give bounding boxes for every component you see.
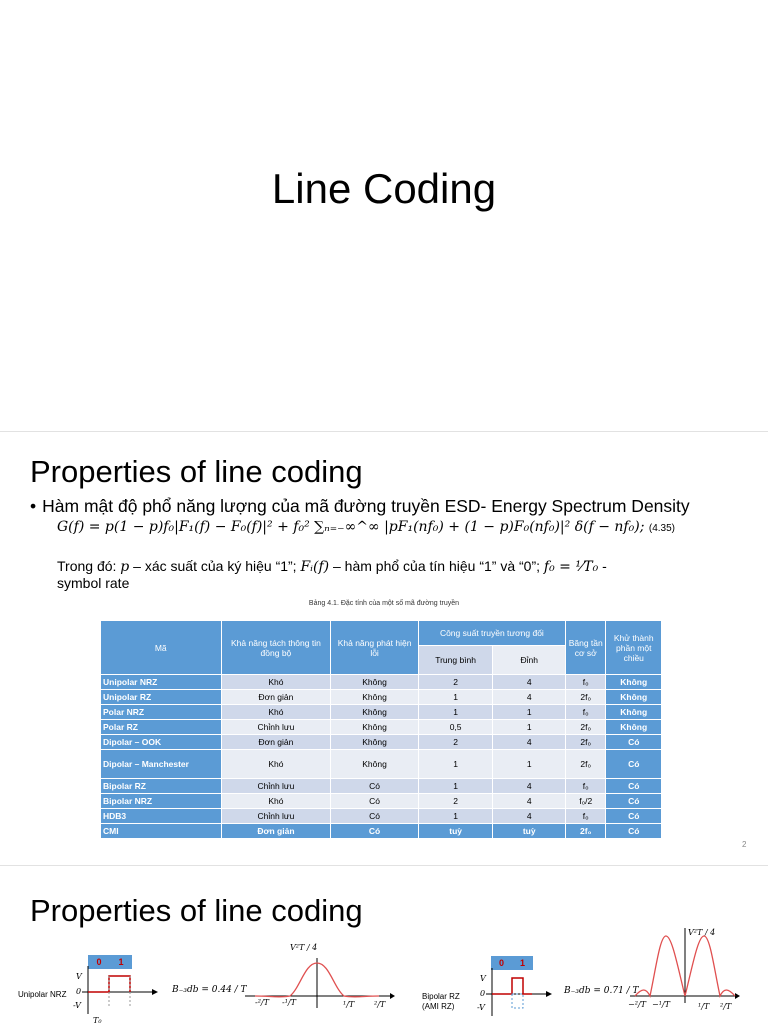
header-avg: Trung bình [418, 646, 493, 675]
formula-text: G(f) = p(1 − p)f₀|F₁(f) − F₀(f)|² + f₀² ∑ₙ₌₋∞^∞ |pF₁(nf₀) + (1 − p)F₀(nf₀)|² δ(f − nf₀); [57, 519, 645, 535]
cell-dc: Không [606, 720, 662, 735]
cell-peak: 4 [493, 675, 566, 690]
cell-sync: Chỉnh lưu [221, 809, 331, 824]
cell-peak: 4 [493, 735, 566, 750]
bandwidth-label: B₋₃db = 0.71 / T [564, 986, 639, 996]
unipolar-spectrum [245, 958, 395, 1018]
cell-name: Bipolar RZ [101, 779, 222, 794]
cell-bw: 2f₀ [565, 720, 606, 735]
bullet-dot-icon: • [30, 496, 37, 516]
cell-sync: Đơn giản [221, 690, 331, 705]
neg-v-label: -V [73, 1001, 81, 1010]
where-line2: symbol rate [57, 575, 130, 591]
cell-avg: tuỳ [418, 824, 493, 839]
bandwidth-label: B₋₃db = 0.44 / T [172, 985, 247, 995]
where-f0: f₀ = ¹⁄T₀ [543, 559, 599, 575]
cell-avg: 1 [418, 690, 493, 705]
zero-label: 0 [76, 987, 82, 996]
header-code: Mã [101, 621, 222, 675]
cell-bw: f₀ [565, 705, 606, 720]
v-label: V [76, 972, 82, 981]
cell-peak: 4 [493, 794, 566, 809]
cell-peak: 1 [493, 750, 566, 779]
slide-properties-table [0, 432, 768, 864]
cell-sync: Khó [221, 705, 331, 720]
cell-error: Có [331, 809, 418, 824]
cell-name: Unipolar RZ [101, 690, 222, 705]
where-p: p [120, 559, 130, 575]
cell-sync: Đơn giản [221, 824, 331, 839]
cell-name: Unipolar NRZ [101, 675, 222, 690]
header-peak: Đỉnh [493, 646, 566, 675]
cell-error: Không [331, 690, 418, 705]
bit-1: 1 [118, 957, 124, 967]
formula-explanation [57, 558, 757, 591]
unipolar-nrz-label: Unipolar NRZ [18, 990, 67, 999]
cell-sync: Chỉnh lưu [221, 779, 331, 794]
cell-bw: f₀ [565, 675, 606, 690]
cell-error: Không [331, 705, 418, 720]
cell-bw: 2f₀ [565, 750, 606, 779]
t0-label: T₀ [93, 1016, 102, 1025]
table-row [101, 675, 662, 690]
ami-rz-label: (AMI RZ) [422, 1002, 455, 1011]
slide-title-text: Line Coding [271, 165, 497, 212]
cell-avg: 1 [418, 809, 493, 824]
cell-peak: 1 [493, 705, 566, 720]
cell-peak: 4 [493, 809, 566, 824]
cell-dc: Có [606, 824, 662, 839]
cell-name: Polar RZ [101, 720, 222, 735]
cell-avg: 2 [418, 735, 493, 750]
cell-name: Polar NRZ [101, 705, 222, 720]
cell-peak: 4 [493, 779, 566, 794]
cell-avg: 2 [418, 794, 493, 809]
formula-ref: (4.35) [648, 523, 675, 534]
peak-label: V²T / 4 [290, 943, 318, 952]
cell-dc: Không [606, 690, 662, 705]
slide-heading: Properties of line coding [30, 454, 363, 489]
cell-error: Không [331, 675, 418, 690]
cell-dc: Có [606, 794, 662, 809]
where-text-b: – xác suất của ký hiệu “1”; [129, 558, 301, 574]
bullet-label: Hàm mật độ phổ năng lượng của mã đường truyền ESD- Energy Spectrum Density [42, 496, 690, 516]
cell-bw: 2f₀ [565, 690, 606, 705]
where-text-a: Trong đó: [57, 558, 121, 574]
tick-pos-1: ¹/T [343, 1000, 355, 1009]
cell-dc: Không [606, 675, 662, 690]
cell-avg: 2 [418, 675, 493, 690]
esd-formula [57, 519, 675, 535]
cell-peak: 4 [493, 690, 566, 705]
cell-dc: Có [606, 809, 662, 824]
table-row [101, 690, 662, 705]
zero-label: 0 [480, 989, 486, 998]
slide-heading: Properties of line coding [30, 893, 363, 928]
cell-dc: Có [606, 750, 662, 779]
cell-error: Có [331, 779, 418, 794]
cell-error: Không [331, 735, 418, 750]
bipolar-rz-label: Bipolar RZ [422, 992, 460, 1001]
header-dc: Khử thành phần một chiều [606, 621, 662, 675]
cell-name: Dipolar – OOK [101, 735, 222, 750]
table-row [101, 824, 662, 839]
table-row [101, 809, 662, 824]
cell-error: Có [331, 824, 418, 839]
bit-0: 0 [96, 957, 102, 967]
unipolar-waveform [82, 966, 162, 1026]
cell-avg: 1 [418, 705, 493, 720]
where-text-c: – hàm phổ của tín hiệu “1” và “0”; [329, 558, 544, 574]
cell-sync: Đơn giản [221, 735, 331, 750]
bipolar-spectrum [630, 928, 740, 1003]
table-row [101, 705, 662, 720]
cell-sync: Khó [221, 675, 331, 690]
header-power: Công suất truyền tương đối [418, 621, 565, 646]
cell-bw: f₀/2 [565, 794, 606, 809]
cell-bw: f₀ [565, 809, 606, 824]
tick-pos-2: ²/T [720, 1002, 732, 1011]
bit-1: 1 [519, 958, 525, 968]
cell-peak: 1 [493, 720, 566, 735]
v-label: V [480, 974, 486, 983]
slide-title [0, 0, 768, 430]
where-text-d: - [598, 558, 607, 574]
peak-label: V²T / 4 [688, 928, 716, 937]
cell-avg: 0,5 [418, 720, 493, 735]
table-body [101, 675, 662, 839]
table-caption: Bảng 4.1. Đặc tính của một số mã đường truyền [308, 600, 460, 607]
tick-neg-2: −²/T [628, 1000, 646, 1009]
cell-sync: Khó [221, 750, 331, 779]
tick-neg-1: −¹/T [652, 1000, 670, 1009]
bit-0: 0 [498, 958, 504, 968]
cell-name: CMI [101, 824, 222, 839]
bipolar-waveform [486, 968, 556, 1026]
cell-error: Có [331, 794, 418, 809]
cell-dc: Có [606, 779, 662, 794]
tick-neg-2: -²/T [255, 998, 269, 1007]
cell-name: HDB3 [101, 809, 222, 824]
cell-dc: Có [606, 735, 662, 750]
cell-name: Bipolar NRZ [101, 794, 222, 809]
where-fi: Fᵢ(f) [300, 559, 330, 575]
slide-spectrum-diagrams [0, 866, 768, 1024]
page-number: 2 [742, 840, 747, 849]
header-error: Khả năng phát hiện lỗi [331, 621, 418, 675]
cell-name: Dipolar – Manchester [101, 750, 222, 779]
table-row [101, 794, 662, 809]
cell-error: Không [331, 720, 418, 735]
table-row [101, 735, 662, 750]
cell-sync: Khó [221, 794, 331, 809]
table-row [101, 720, 662, 735]
table-row [101, 779, 662, 794]
cell-bw: 2f₀ [565, 735, 606, 750]
tick-pos-1: ¹/T [698, 1002, 710, 1011]
cell-dc: Không [606, 705, 662, 720]
cell-avg: 1 [418, 779, 493, 794]
tick-pos-2: ²/T [374, 1000, 386, 1009]
cell-bw: 2f₀ [565, 824, 606, 839]
cell-avg: 1 [418, 750, 493, 779]
header-bandwidth: Băng tần cơ sở [565, 621, 606, 675]
properties-table [100, 620, 662, 839]
neg-v-label: -V [477, 1003, 485, 1012]
table-row [101, 750, 662, 779]
tick-neg-1: -¹/T [282, 998, 296, 1007]
bullet-text [30, 496, 690, 517]
header-sync: Khả năng tách thông tin đồng bộ [221, 621, 331, 675]
cell-error: Không [331, 750, 418, 779]
cell-sync: Chỉnh lưu [221, 720, 331, 735]
cell-bw: f₀ [565, 779, 606, 794]
cell-peak: tuỳ [493, 824, 566, 839]
